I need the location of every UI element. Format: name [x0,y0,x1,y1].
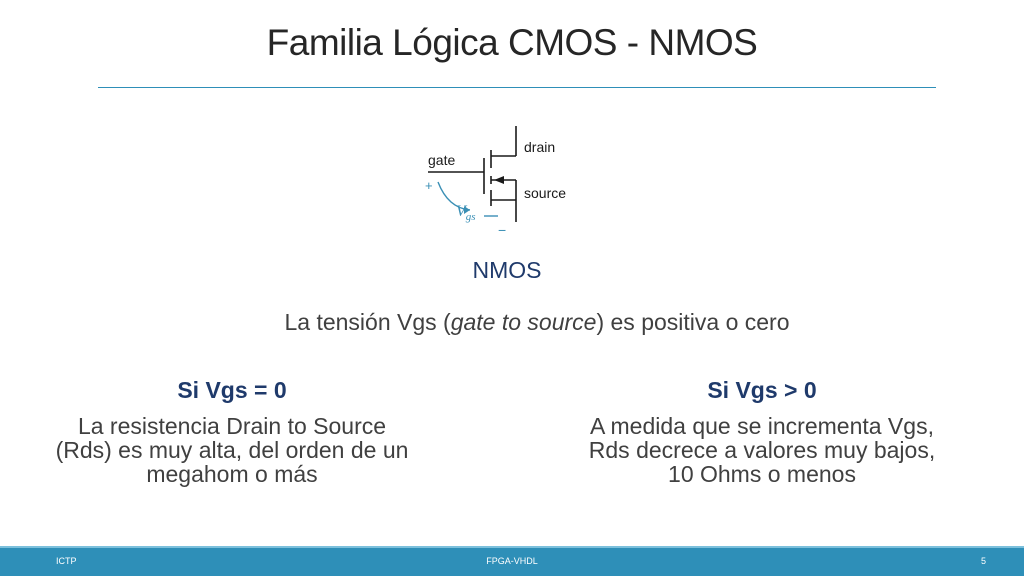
source-label: source [524,185,567,201]
vgs-positive-column [582,377,942,486]
footer-course: FPGA-VHDL [486,556,538,566]
vgs-main: V [456,203,466,220]
page-number: 5 [980,556,986,566]
body-arrow-icon [494,176,504,184]
nmos-symbol-diagram [418,120,588,248]
title-divider [98,87,936,88]
statement-suffix: ) es positiva o cero [596,309,790,335]
slide-title: Familia Lógica CMOS - NMOS [266,22,758,63]
vgs-label [456,203,476,223]
statement-italic: gate to source [450,309,597,335]
footer-organization: ICTP [56,556,77,566]
vgs-zero-column [52,377,412,486]
plus-sign: + [425,178,433,193]
minus-sign: − [498,222,507,238]
gate-label: gate [428,152,456,168]
drain-label: drain [524,139,556,155]
vgs-positive-body: A medida que se incrementa Vgs, Rds decrece a valores muy bajos, 10 Ohms o menos [588,413,936,487]
vgs-subscript: gs [465,211,476,223]
vgs-zero-heading: Si Vgs = 0 [177,377,287,403]
vgs-positive-heading: Si Vgs > 0 [707,377,817,403]
vgs-statement [0,309,1024,336]
statement-prefix: La tensión Vgs ( [284,309,451,335]
diagram-caption: NMOS [472,257,542,283]
footer-bar [0,548,1024,576]
vgs-zero-body: La resistencia Drain to Source (Rds) es muy alta, del orden de un megahom o más [55,413,409,487]
